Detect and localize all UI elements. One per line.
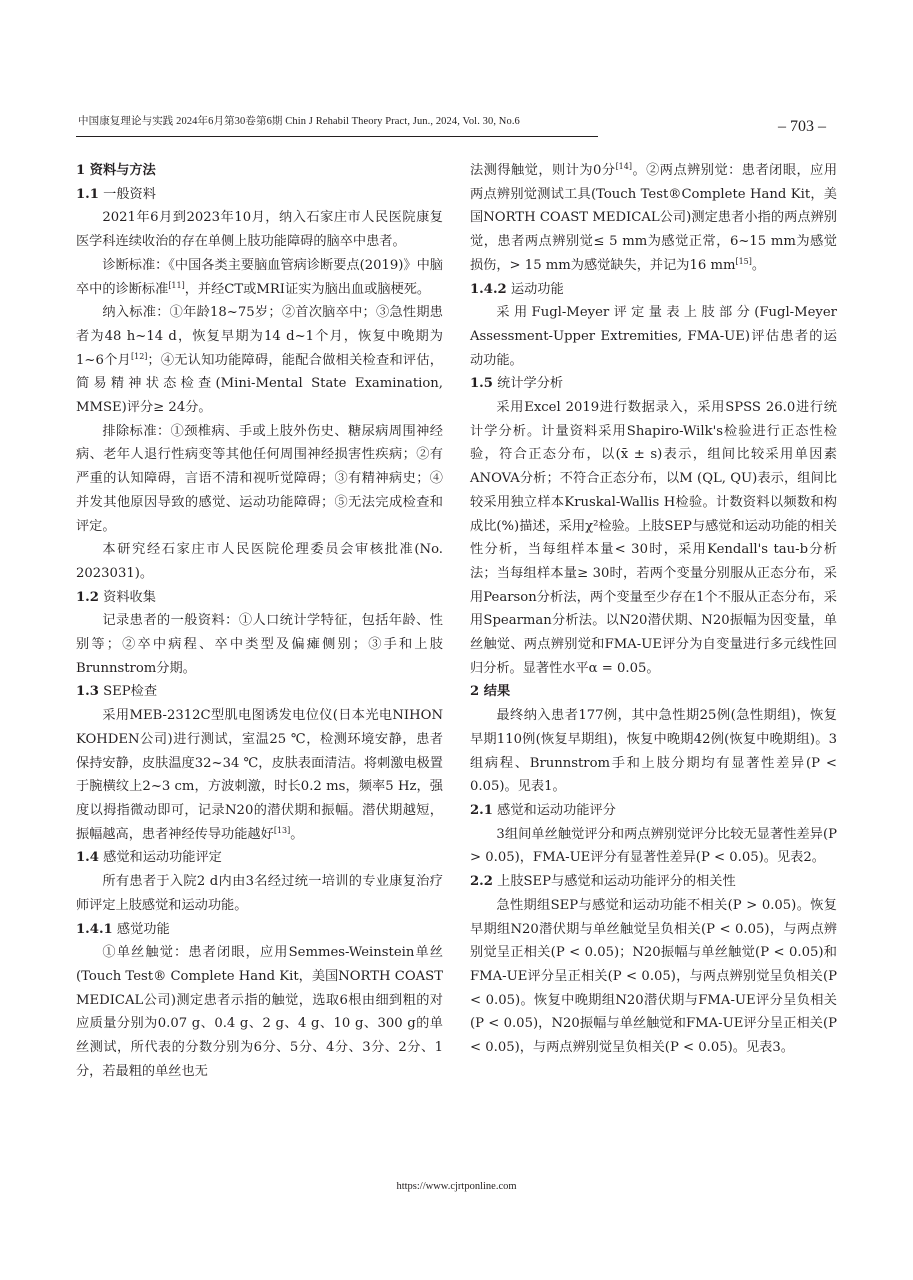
heading-title: 资料收集 [98,589,156,605]
paragraph-text: 。②两点辨别觉：患者闭眼，应用两点辨别觉测试工具(Touch Test®Complete Hand Kit，美国NORTH COAST MEDICAL公司)测定患者小指的两点辨别觉，患者两点辨别觉≤ 5 mm为感觉正常，6~15 mm为感觉损伤，> 15 mm为感觉缺失，并记为16 mm [470,163,838,273]
heading-number: 1.5 [470,376,493,392]
paragraph [76,254,443,301]
heading-title: 一般资料 [98,186,156,202]
paragraph [76,870,443,917]
heading-title: 统计学分析 [492,376,564,392]
header-divider [76,136,598,137]
paragraph [470,894,837,1060]
paragraph-text: 记录患者的一般资料：①人口统计学特征，包括年龄、性别等；②卒中病程、卒中类型及偏瘫侧别；③手和上肢Brunnstrom分期。 [76,613,443,676]
heading-title: 感觉和运动功能评定 [98,850,222,866]
paragraph [470,396,837,680]
paragraph-text: 急性期组SEP与感觉和运动功能不相关(P > 0.05)。恢复早期组N20潜伏期与单丝触觉呈负相关(P < 0.05)，与两点辨别觉呈正相关(P < 0.05)；N20振幅与单丝触觉(P < 0.05)和FMA-UE评分呈正相关(P < 0.05)，与两点辨别觉呈负相关(P < 0.05)。恢复中晚期组N20潜伏期与FMA-UE评分呈负相关(P < 0.05)，N20振幅与单丝触觉和FMA-UE评分呈正相关(P < 0.05)，与两点辨别觉呈负相关(P < 0.05)。见表3。 [470,897,837,1056]
heading-number: 1.4 [76,850,99,866]
heading-number: 1.2 [76,589,99,605]
heading-number: 2.2 [470,874,493,890]
subsection-heading [76,183,443,207]
citation-ref: [15] [735,256,752,266]
running-header: 中国康复理论与实践 2024年6月第30卷第6期 Chin J Rehabil Theory Pract, Jun., 2024, Vol. 30, No.6 [78,116,520,127]
paragraph-text: 。 [290,826,304,842]
paragraph-text: 诊断标准：《中国各类主要脑血管病诊断要点(2019)》中脑卒中的诊断标准 [76,257,443,297]
paragraph-text: 本研究经石家庄市人民医院伦理委员会审核批准(No. 2023031)。 [76,542,443,581]
paragraph [470,704,837,799]
paragraph [76,538,443,585]
section-heading: 2 结果 [470,684,511,700]
paragraph-text: 3组间单丝触觉评分和两点辨别觉评分比较无显著性差异(P > 0.05)，FMA-UE评分有显著性差异(P < 0.05)。见表2。 [470,826,837,866]
section-heading: 1 资料与方法 [76,163,156,178]
paragraph [76,420,443,539]
subsection-heading [470,372,837,396]
subsection-heading [470,870,837,894]
heading-number: 1.3 [76,684,99,700]
paragraph-text: 采用Fugl-Meyer评定量表上肢部分(Fugl-Meyer Assessment-Upper Extremities, FMA-UE)评估患者的运动功能。 [470,305,837,368]
subsection-heading [76,680,443,704]
heading-number: 1.4.2 [470,281,507,297]
subsection-heading [470,799,837,823]
footer-url: https://www.cjrtponline.com [396,1181,517,1192]
paragraph-text: 采用Excel 2019进行数据录入，采用SPSS 26.0进行统计学分析。计量资料采用Shapiro-Wilk's检验进行正态性检验，符合正态分布，以(x̄ ± s)表示，组间比较采用单因素ANOVA分析；不符合正态分布，以M (QL, QU)表示，组间比较采用独立样本Kruskal-Wallis H检验。计数资料以频数和构成比(%)描述，采用χ²检验。上肢SEP与感觉和运动功能的相关性分析，当每组样本量< 30时，采用Kendall's tau-b分析法；当每组样本量≥ 30时，若两个变量分别服从正态分布，采用Pearson分析法，两个变量至少存在1个不服从正态分布，采用Spearman分析法。以N20潜伏期、N20振幅为因变量，单丝触觉、两点辨别觉和FMA-UE评分为自变量进行多元线性回归分析。显著性水平α = 0.05。 [470,400,837,676]
heading-title: 上肢SEP与感觉和运动功能评分的相关性 [492,874,736,890]
heading-number: 1.1 [76,186,99,202]
paragraph [76,301,443,420]
heading-number: 2.1 [470,802,493,818]
heading-number: 1.4.1 [76,921,113,937]
subsection-heading [76,586,443,610]
paragraph-text: 排除标准：①颈椎病、手或上肢外伤史、糖尿病周围神经病、老年人退行性病变等其他任何周围神经损害性疾病；②有严重的认知障碍，言语不清和视听觉障碍；③有精神病史；④并发其他原因导致的感觉、运动功能障碍；⑤无法完成检查和评定。 [76,423,443,534]
paragraph-text: ①单丝触觉：患者闭眼，应用Semmes-Weinstein单丝(Touch Test® Complete Hand Kit，美国NORTH COAST MEDICAL公司)测定患者示指的触觉，选取6根由细到粗的对应质量分别为0.07 g、0.4 g、2 g、4 g、10 g、300 g的单丝测试，所代表的分数分别为6分、5分、4分、3分、2分、1分，若最粗的单丝也无 [76,945,443,1079]
subsubsection-heading [470,278,837,302]
heading-title: 感觉功能 [112,921,170,937]
heading-title: 运动功能 [506,281,564,297]
subsubsection-heading [76,918,443,942]
paragraph [76,609,443,680]
left-column [76,159,443,1083]
page-number: – 703 – [778,118,826,135]
citation-ref: [11] [168,280,185,290]
paragraph-text: 纳入标准：①年龄18~75岁；②首次脑卒中；③急性期患者为48 h~14 d，恢复早期为14 d~1个月，恢复中晚期为1~6个月 [76,305,443,368]
citation-ref: [12] [130,351,148,361]
citation-ref: [14] [615,162,632,171]
paragraph-text: 采用MEB-2312C型肌电图诱发电位仪(日本光电NIHON KOHDEN公司)进行测试，室温25 ℃，检测环境安静，患者保持安静，皮肤温度32~34 ℃，皮肤表面清洁。将刺激电极置于腕横纹上2~3 cm，方波刺激，时长0.2 ms，频率5 Hz，强度以拇指微动即可，记录N20的潜伏期和振幅。潜伏期越短，振幅越高，患者神经传导功能越好 [76,708,443,842]
paragraph [470,823,837,870]
paragraph-text: 2021年6月到2023年10月，纳入石家庄市人民医院康复医学科连续收治的存在单侧上肢功能障碍的脑卒中患者。 [76,210,443,250]
paragraph [76,941,443,1083]
heading-title: 感觉和运动功能评分 [492,802,616,818]
paragraph-text: 最终纳入患者177例，其中急性期25例(急性期组)，恢复早期110例(恢复早期组)，恢复中晚期42例(恢复中晚期组)。3组病程、Brunnstrom手和上肢分期均有显著性差异(P < 0.05)。见表1。 [470,708,837,795]
paragraph-text: 。 [751,257,766,273]
paragraph-text: 法测得触觉，则计为0分 [470,163,616,178]
paragraph-text: 所有患者于入院2 d内由3名经过统一培训的专业康复治疗师评定上肢感觉和运动功能。 [76,874,443,913]
paragraph [76,206,443,253]
subsection-heading [76,846,443,870]
citation-ref: [13] [273,825,291,835]
paragraph-text: ；④无认知功能障碍，能配合做相关检查和评估，简易精神状态检查(Mini-Mental State Examination, MMSE)评分≥ 24分。 [76,352,443,416]
paragraph [470,301,837,372]
heading-title: SEP检查 [98,684,158,700]
paragraph-text: ，并经CT或MRI证实为脑出血或脑梗死。 [184,281,431,297]
right-column [470,159,837,1060]
paragraph [76,704,443,846]
paragraph [470,159,837,278]
